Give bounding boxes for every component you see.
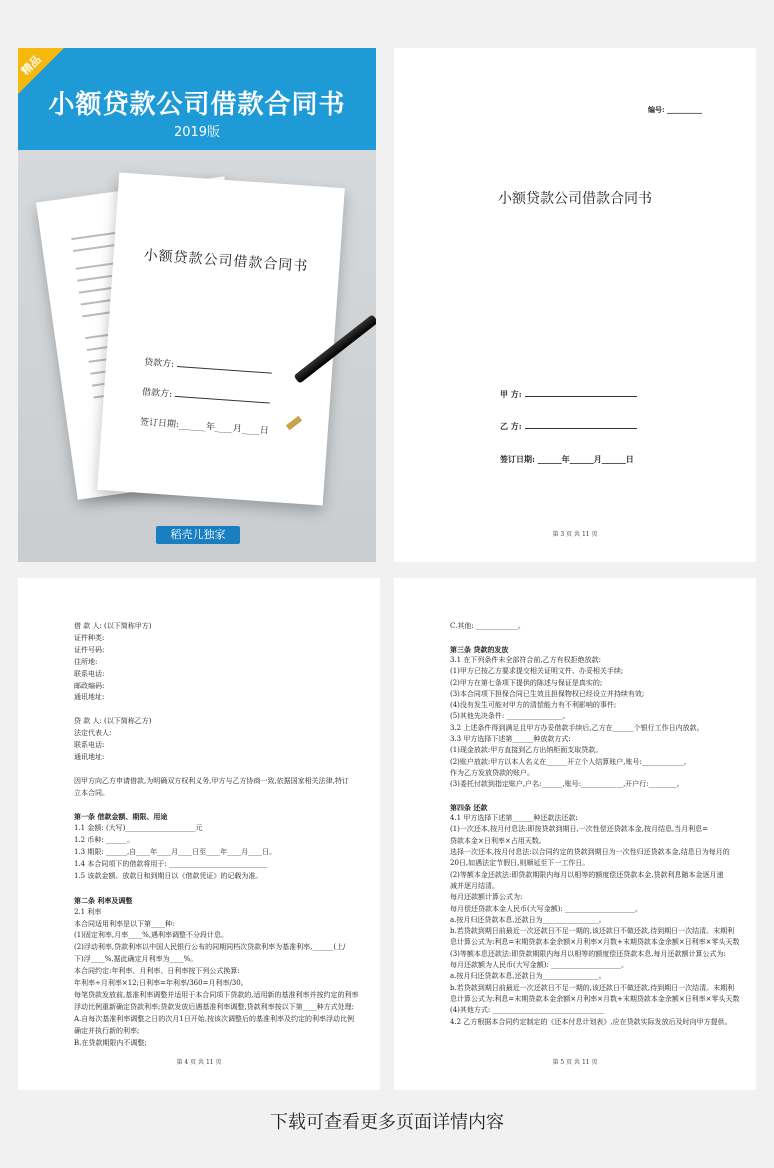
body-line: (2)甲方在第七条项下提供的陈述与保证是真实的; (450, 678, 603, 687)
body-line: 3.2 上述条件得到满足且甲方办妥借款手续后,乙方在______个银行工作日内放款。 (450, 723, 704, 732)
body-line: 1.5 该款金额、放款日和到期日以《借款凭证》的记载为准。 (74, 871, 263, 880)
cover-front-sheet (97, 173, 345, 506)
body-line: (3)本合同项下担保合同已生效且担保物权已经设立并持续有效; (450, 689, 645, 698)
body-line: (1)固定利率,月率____%,遇利率调整不分段计息。 (74, 931, 229, 940)
body-line: 下)浮____%,据此确定月利率为____%。 (74, 955, 198, 964)
body-line: 1.3 期限: ______,自____年____月____日至____年____月____日。 (74, 848, 277, 857)
body-line: 每月偿还贷款本金人民币(大写金额): ____________________。 (450, 904, 643, 913)
body-line: (4)其他方式: ________________________________ (450, 1006, 605, 1015)
premium-badge-label: 精品 (18, 52, 44, 78)
page-5-preview (394, 578, 756, 1090)
body-line: (3)委托付款到指定账户,户名:______,账号:____________,开户行:________。 (450, 780, 684, 789)
party-a-field: 甲 方: (500, 390, 637, 399)
body-line: 立本合同。 (74, 788, 109, 797)
body-line: 贷 款 人: (以下简称乙方) (74, 717, 152, 726)
body-line: 第三条 贷款的发放 (450, 644, 509, 654)
body-line: 因甲方向乙方申请借款,为明确双方权利义务,甲方与乙方协商一致,依据国家相关法律,特订 (74, 776, 349, 785)
body-line: 通讯地址: (74, 693, 105, 702)
body-line: 2.1 利率 (74, 907, 102, 916)
party-b-field: 乙 方: (500, 422, 637, 431)
body-line: 住所地: (74, 657, 98, 666)
body-line: 1.4 本合同项下的借款将用于: ____________________________ (74, 860, 267, 868)
body-line: 法定代表人: (74, 729, 112, 738)
page-number: 第 5 页 共 11 页 (552, 1059, 598, 1066)
sign-date-field: 签订日期: ______年______月______日 (500, 454, 634, 464)
cover-sheet-title: 小额贷款公司借款合同书 (143, 247, 309, 275)
body-line: (2)等额本金还款法:即贷款期限内每月以相等的额度偿还贷款本金,贷款利息随本金逐月递 (450, 870, 724, 879)
body-line: 3.1 在下列条件未全部符合前,乙方有权拒绝放款: (450, 655, 601, 664)
body-line: A.自每次基准利率调整之日的次月1日开始,按该次调整后的基准利率及约定的利率浮动比例 (74, 1014, 354, 1023)
body-line: 本合同约定:年利率、月利率、日利率按下列公式换算: (74, 967, 240, 976)
body-line: (1)现金放款:甲方直接到乙方出纳柜面支取贷款。 (450, 746, 603, 755)
body-line: 选择一次还本,按月付息法:以合同约定的贷款到期日为一次性归还贷款本金,结息日为每月的 (450, 848, 730, 856)
body-line: B.在贷款期限内不调整; (74, 1038, 147, 1047)
body-line: (2)浮动利率,贷款利率以中国人民银行公布的同期同档次贷款利率为基准利率,______(上/ (74, 943, 346, 952)
body-line: 年利率÷月利率×12;日利率=年利率/360=月利率/30。 (74, 979, 248, 987)
body-line: 4.1 甲方选择下述第______种还款法还款: (450, 814, 578, 823)
body-line: 20日,如遇法定节假日,则顺延至下一工作日。 (450, 859, 590, 868)
page-3-preview (394, 48, 756, 562)
cover-sheet-lender: 贷款方: (144, 355, 273, 377)
exclusive-label: 稻壳儿独家 (156, 526, 240, 544)
download-hint: 下载可查看更多页面详情内容 (270, 1112, 504, 1133)
body-line: 证件种类: (74, 633, 105, 642)
body-line: 1.1 金额: (大写)____________________元 (74, 824, 203, 833)
body-line: 作为乙方发放贷款的账户。 (450, 768, 534, 777)
body-line: 浮动比例重新确定贷款利率;贷款发放后遇基准利率调整,贷款利率按以下第____种方式处理: (74, 1002, 354, 1011)
body-line: (1)甲方已按乙方要求提交相关证明文件、办妥相关手续; (450, 667, 624, 676)
body-line: b.若贷款到期日前最近一次还款日不足一期的,该还款日不做还款,待到期日一次结清。末期利 (450, 927, 735, 936)
body-line: 4.2 乙方根据本合同约定制定的《还本付息计划表》,应在贷款实际发放后及时向甲方提供。 (450, 1017, 732, 1026)
body-line: 邮政编码: (74, 681, 105, 690)
body-line: 贷款本金×日利率×占用天数。 (450, 836, 546, 845)
cover-sheet-date: 签订日期:______年____月____日 (139, 417, 270, 437)
body-line: a.按月归还贷款本息,还款日为________________。 (450, 972, 606, 981)
contract-number: 编号: __________ (647, 105, 702, 114)
body-line: 减并逐月结清。 (450, 881, 499, 890)
body-line: 本合同适用利率是以下第____种: (74, 919, 175, 928)
body-line: 联系电话: (74, 741, 105, 749)
page-number: 第 4 页 共 11 页 (176, 1059, 222, 1066)
body-line: 每月还款额为人民币(大写金额): ____________________。 (450, 961, 629, 969)
body-line: 息计算公式为:利息=末期贷款本金余额×月利率×月数+末期贷款本金余额×日利率×零头天数 (450, 938, 740, 947)
body-line: 第四条 还款 (450, 802, 488, 812)
body-line: 1.2 币种: ______。 (74, 836, 134, 845)
body-line: 每笔贷款发放前,基准利率调整并适用于本合同项下贷款的,适用新的基准利率并按约定的利率 (74, 990, 359, 999)
cover-preview (18, 48, 376, 562)
body-line: 证件号码: (74, 645, 105, 654)
body-line: 借 款 人: (以下简称甲方) (74, 622, 152, 630)
body-line: a.按月归还贷款本息,还款日为________________。 (450, 915, 606, 924)
page-3-title: 小额贷款公司借款合同书 (498, 191, 652, 207)
body-line: (2)账户放款:甲方以本人名义在______开立个人结算账户,账号:____________, (450, 757, 687, 766)
body-line: 第二条 利率及调整 (74, 895, 133, 905)
body-line: C.其他: ____________。 (450, 622, 525, 630)
cover-sheet-borrower: 借款方: (142, 385, 271, 407)
body-line: 第一条 借款金额、期限、用途 (74, 812, 168, 822)
cover-title: 小额贷款公司借款合同书 (48, 90, 346, 120)
body-line: 确定并执行新的利率; (74, 1026, 140, 1035)
body-line: 每月还款额计算公式为: (450, 893, 523, 902)
body-line: 息计算公式为:利息=末期贷款本金余额×月利率×月数+末期贷款本金余额×日利率×零头天数 (450, 994, 740, 1003)
body-line: 通讯地址: (74, 752, 105, 761)
body-line: 联系电话: (74, 669, 105, 678)
cover-year: 2019版 (173, 125, 221, 140)
page-number: 第 3 页 共 11 页 (552, 531, 598, 538)
body-line: (4)没有发生可能对甲方的清偿能力有不利影响的事件; (450, 701, 617, 710)
body-line: 3.3 甲方选择下述第______种放款方式: (450, 735, 571, 743)
body-line: (1)一次还本,按月付息法:即按贷款到期日,一次性偿还贷款本金,按月结息,当月利息= (450, 825, 709, 834)
body-line: (5)其他先决条件: ________________。 (450, 712, 570, 721)
body-line: b.若贷款到期日前最近一次还款日不足一期的,该还款日不做还款,待到期日一次结清。末期利 (450, 983, 735, 992)
page-4-preview (18, 578, 380, 1090)
body-line: (3)等额本息还款法:即贷款期限内每月以相等的额度偿还贷款本息,每月还款额计算公式为: (450, 949, 726, 958)
